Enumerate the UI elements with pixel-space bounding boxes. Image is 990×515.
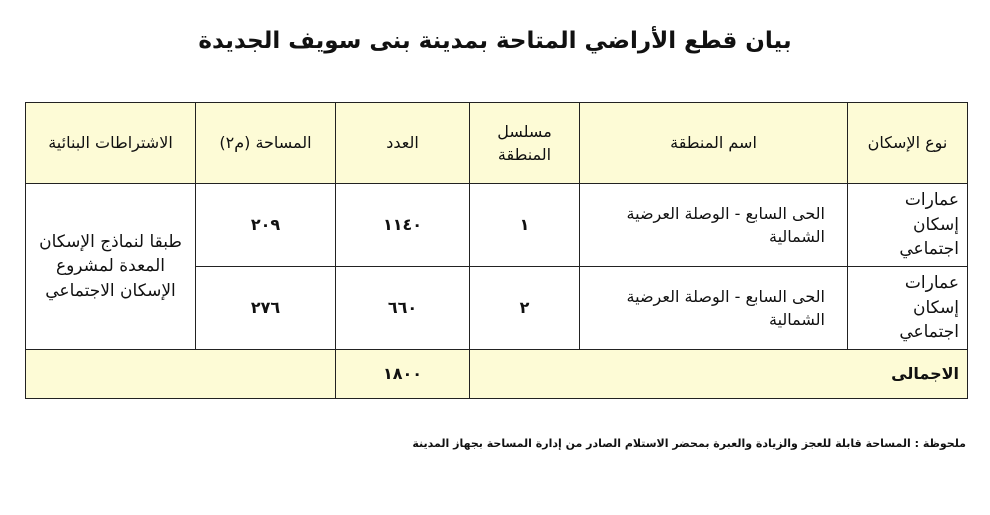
header-zone-serial-label: مسلسل المنطقة xyxy=(497,121,552,164)
cell-zone-serial: ٢ xyxy=(470,267,580,350)
cell-area: ٢٠٩ xyxy=(196,184,336,267)
table-row xyxy=(26,184,968,267)
cell-zone-name: الحى السابع - الوصلة العرضية الشمالية xyxy=(580,184,848,267)
header-count: العدد xyxy=(336,103,470,184)
total-count: ١٨٠٠ xyxy=(336,350,470,399)
header-zone-name: اسم المنطقة xyxy=(580,103,848,184)
page-title: بيان قطع الأراضي المتاحة بمدينة بنى سويف الجديدة xyxy=(198,28,792,54)
header-zone-serial xyxy=(470,103,580,184)
cell-housing-type: عمارات إسكان اجتماعي xyxy=(848,184,968,267)
header-building-conditions: الاشتراطات البنائية xyxy=(26,103,196,184)
table-header-row xyxy=(26,103,968,184)
cell-count: ٦٦٠ xyxy=(336,267,470,350)
total-empty-cell xyxy=(26,350,336,399)
cell-zone-name: الحى السابع - الوصلة العرضية الشمالية xyxy=(580,267,848,350)
header-housing-type: نوع الإسكان xyxy=(848,103,968,184)
table-total-row xyxy=(26,350,968,399)
header-area: المساحة (م٢) xyxy=(196,103,336,184)
cell-building-conditions: طبقا لنماذج الإسكان المعدة لمشروع الإسكان الاجتماعي xyxy=(26,184,196,350)
total-label: الاجمالى xyxy=(470,350,968,399)
footnote: ملحوظة : المساحة قابلة للعجز والزيادة والعبرة بمحضر الاستلام الصادر من إدارة المساحة بجهاز المدينة xyxy=(412,437,966,450)
cell-zone-serial: ١ xyxy=(470,184,580,267)
cell-housing-type: عمارات إسكان اجتماعي xyxy=(848,267,968,350)
land-plots-table xyxy=(25,102,968,399)
cell-count: ١١٤٠ xyxy=(336,184,470,267)
cell-area: ٢٧٦ xyxy=(196,267,336,350)
